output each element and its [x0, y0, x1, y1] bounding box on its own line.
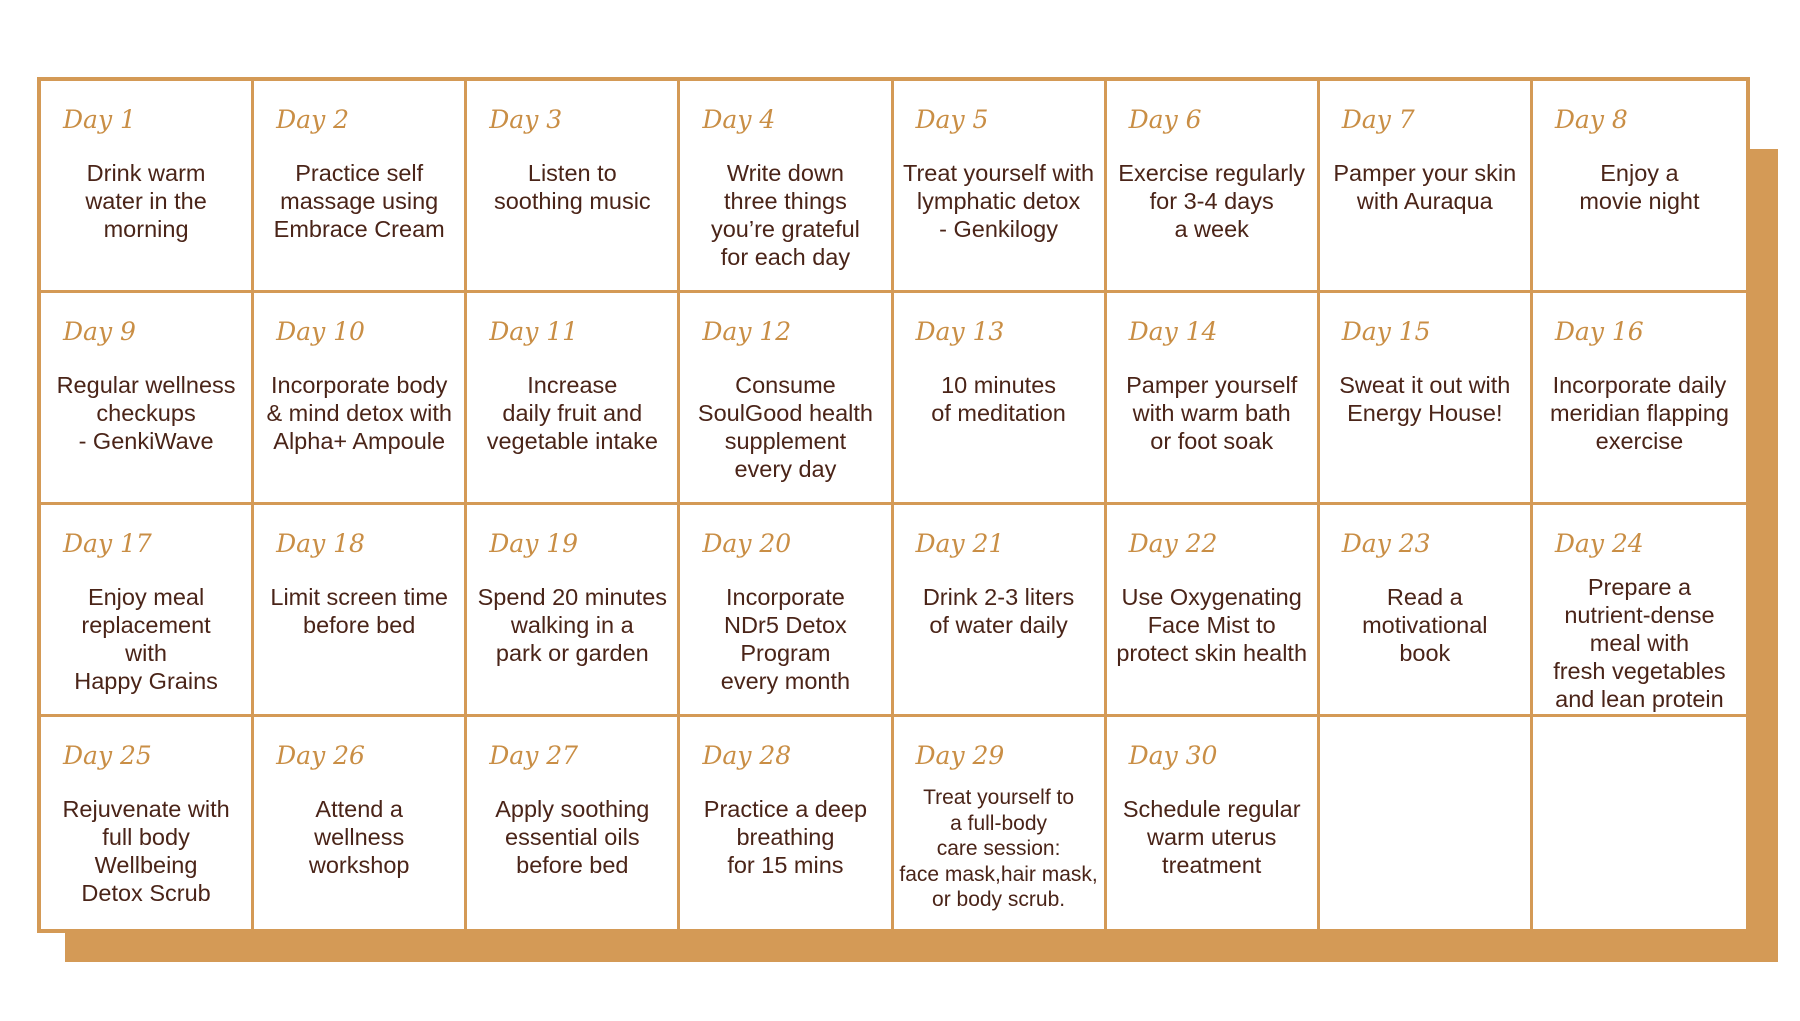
calendar-cell-empty	[1533, 717, 1746, 929]
day-activity: Incorporate daily meridian flapping exercise	[1549, 372, 1729, 454]
day-activity: Attend a wellness workshop	[308, 796, 410, 878]
day-activity: Use Oxygenating Face Mist to protect skin health	[1116, 584, 1308, 666]
day-label: Day 26	[276, 741, 365, 770]
day-activity: Drink warm water in the morning	[85, 160, 207, 242]
calendar-cell-day-20	[680, 505, 893, 717]
day-label: Day 4	[702, 105, 776, 134]
day-label: Day 27	[489, 741, 579, 770]
day-label: Day 29	[915, 741, 1005, 770]
day-label: Day 14	[1128, 317, 1218, 346]
calendar-cell-day-11	[467, 293, 680, 505]
day-label: Day 3	[489, 105, 563, 134]
day-activity: Sweat it out with Energy House!	[1339, 372, 1511, 426]
calendar-cell-day-9	[41, 293, 254, 505]
day-activity: Consume SoulGood health supplement every day	[697, 372, 873, 482]
day-activity: Read a motivational book	[1362, 584, 1488, 666]
day-label: Day 5	[915, 105, 989, 134]
day-activity: Treat yourself to a full-body care session: face mask,hair mask, or body scrub.	[899, 786, 1098, 911]
calendar-cell-day-26	[254, 717, 467, 929]
day-label: Day 15	[1341, 317, 1431, 346]
calendar-cell-day-2	[254, 81, 467, 293]
day-activity: Pamper yourself with warm bath or foot soak	[1126, 372, 1298, 454]
calendar-cell-day-23	[1320, 505, 1533, 717]
calendar-cell-day-1	[41, 81, 254, 293]
day-label: Day 16	[1554, 317, 1644, 346]
day-activity: Rejuvenate with full body Wellbeing Detox Scrub	[62, 796, 230, 906]
calendar-cell-day-16	[1533, 293, 1746, 505]
day-label: Day 9	[63, 317, 136, 346]
calendar-cell-day-25	[41, 717, 254, 929]
calendar-cell-day-30	[1107, 717, 1320, 929]
calendar-cell-day-13	[894, 293, 1107, 505]
day-label: Day 23	[1341, 529, 1431, 558]
day-activity: Practice a deep breathing for 15 mins	[703, 796, 868, 878]
day-label: Day 12	[702, 317, 792, 346]
day-activity: Incorporate body & mind detox with Alpha+ Ampoule	[266, 372, 452, 454]
calendar-cell-day-27	[467, 717, 680, 929]
day-activity: Increase daily fruit and vegetable intake	[486, 372, 658, 454]
calendar-cell-day-7	[1320, 81, 1533, 293]
day-label: Day 10	[276, 317, 365, 346]
calendar-cell-day-14	[1107, 293, 1320, 505]
day-label: Day 13	[915, 317, 1005, 346]
calendar-cell-day-17	[41, 505, 254, 717]
day-activity: Incorporate NDr5 Detox Program every month	[720, 584, 851, 694]
day-label: Day 2	[276, 105, 350, 134]
calendar-cell-day-4	[680, 81, 893, 293]
day-activity: Exercise regularly for 3-4 days a week	[1118, 160, 1306, 242]
day-label: Day 19	[489, 529, 579, 558]
day-label: Day 1	[63, 105, 136, 134]
calendar-cell-day-6	[1107, 81, 1320, 293]
day-label: Day 24	[1554, 529, 1644, 558]
calendar-cell-day-10	[254, 293, 467, 505]
day-activity: 10 minutes of meditation	[931, 372, 1066, 426]
calendar-cell-day-24	[1533, 505, 1746, 717]
day-activity: Regular wellness checkups - GenkiWave	[56, 372, 236, 454]
calendar-cell-day-18	[254, 505, 467, 717]
day-activity: Listen to soothing music	[493, 160, 651, 214]
day-label: Day 20	[702, 529, 792, 558]
calendar-cell-day-8	[1533, 81, 1746, 293]
wellness-calendar-grid	[37, 77, 1750, 933]
day-label: Day 7	[1341, 105, 1415, 134]
day-activity: Apply soothing essential oils before bed	[495, 796, 650, 878]
day-activity: Schedule regular warm uterus treatment	[1122, 796, 1301, 878]
day-activity: Enjoy a movie night	[1579, 160, 1700, 214]
day-label: Day 21	[915, 529, 1005, 558]
day-label: Day 18	[276, 529, 365, 558]
day-label: Day 22	[1128, 529, 1218, 558]
day-activity: Enjoy meal replacement with Happy Grains	[74, 584, 218, 694]
calendar-cell-day-5	[894, 81, 1107, 293]
calendar-cell-day-3	[467, 81, 680, 293]
day-activity: Prepare a nutrient-dense meal with fresh vegetables and lean protein	[1553, 574, 1726, 712]
calendar-cell-empty	[1320, 717, 1533, 929]
day-activity: Drink 2-3 liters of water daily	[922, 584, 1075, 638]
calendar-cell-day-19	[467, 505, 680, 717]
day-label: Day 25	[63, 741, 152, 770]
day-activity: Write down three things you’re grateful for each day	[710, 160, 860, 270]
day-activity: Spend 20 minutes walking in a park or garden	[477, 584, 668, 666]
day-label: Day 17	[63, 529, 152, 558]
calendar-cell-day-21	[894, 505, 1107, 717]
day-activity: Pamper your skin with Auraqua	[1333, 160, 1517, 214]
calendar-cell-day-28	[680, 717, 893, 929]
day-label: Day 11	[489, 317, 579, 346]
calendar-cell-day-22	[1107, 505, 1320, 717]
day-label: Day 30	[1128, 741, 1218, 770]
day-activity: Limit screen time before bed	[270, 584, 448, 638]
day-label: Day 28	[702, 741, 792, 770]
day-label: Day 8	[1554, 105, 1628, 134]
calendar-cell-day-29	[894, 717, 1107, 929]
calendar-cell-day-12	[680, 293, 893, 505]
calendar-cell-day-15	[1320, 293, 1533, 505]
day-activity: Treat yourself with lymphatic detox - Genkilogy	[903, 160, 1095, 242]
day-label: Day 6	[1128, 105, 1202, 134]
day-activity: Practice self massage using Embrace Cream	[273, 160, 445, 242]
